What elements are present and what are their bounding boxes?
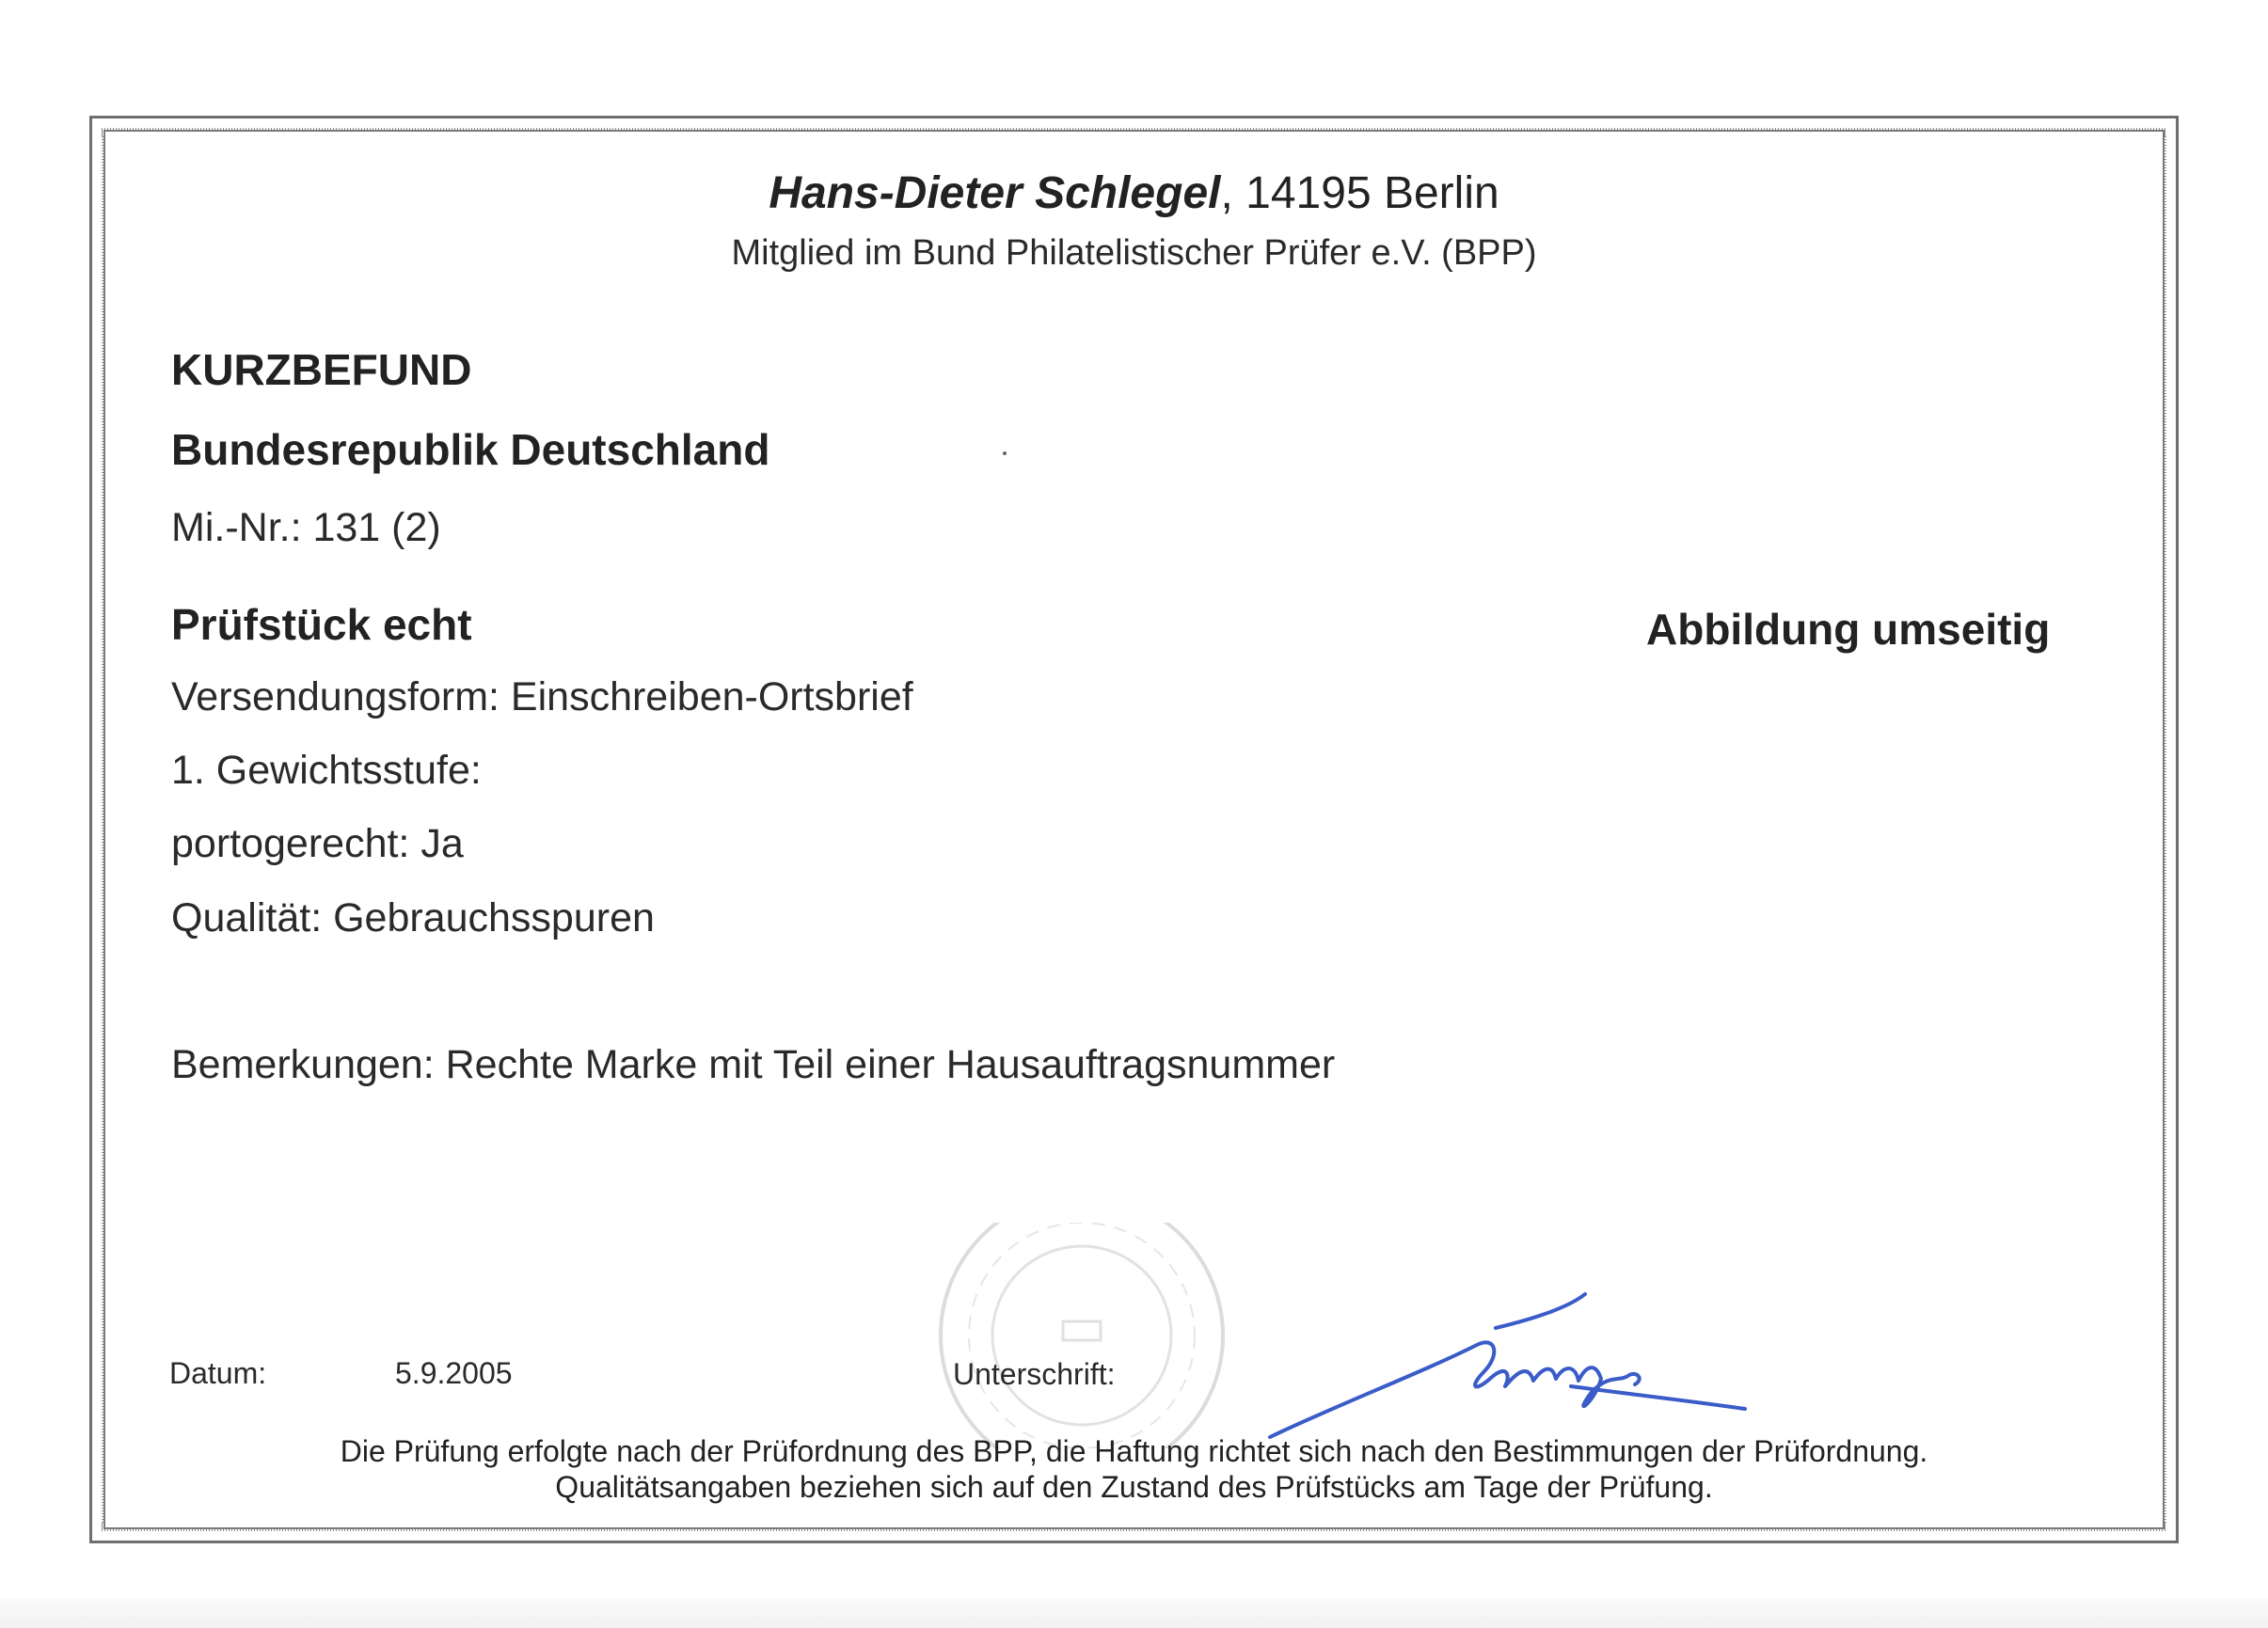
handwritten-signature xyxy=(1261,1288,1768,1458)
date-label: Datum: xyxy=(169,1356,267,1390)
scan-speck xyxy=(1003,451,1007,455)
document-type: KURZBEFUND xyxy=(171,345,472,394)
image-note: Abbildung umseitig xyxy=(1646,605,2051,654)
examiner-membership: Mitglied im Bund Philatelistischer Prüfer e.V. (BPP) xyxy=(731,233,1537,273)
verdict: Prüfstück echt xyxy=(171,600,472,649)
quality: Qualität: Gebrauchsspuren xyxy=(171,895,655,940)
examiner-location: , 14195 Berlin xyxy=(1220,168,1499,218)
signature-label: Unterschrift: xyxy=(953,1357,1116,1391)
catalog-number: Mi.-Nr.: 131 (2) xyxy=(171,505,441,550)
remarks: Bemerkungen: Rechte Marke mit Teil einer Hausauftragsnummer xyxy=(171,1042,1336,1087)
country-title: Bundesrepublik Deutschland xyxy=(171,425,770,474)
examiner-name: Hans-Dieter Schlegel xyxy=(769,168,1221,218)
postage-correct: portogerecht: Ja xyxy=(171,821,464,866)
date-value: 5.9.2005 xyxy=(395,1356,513,1390)
examiner-heading xyxy=(0,167,2268,219)
weight-class: 1. Gewichtsstufe: xyxy=(171,748,482,793)
footer-line-2: Qualitätsangaben beziehen sich auf den Zustand des Prüfstücks am Tage der Prüfung. xyxy=(555,1470,1713,1504)
faint-stamp-seal xyxy=(931,1223,1232,1448)
shipping-form: Versendungsform: Einschreiben-Ortsbrief xyxy=(171,674,913,719)
footer-line-1: Die Prüfung erfolgte nach der Prüfordnung des BPP, die Haftung richtet sich nach den Bestimmungen der Prüfordnung. xyxy=(340,1434,1928,1468)
scan-edge xyxy=(0,1599,2268,1628)
